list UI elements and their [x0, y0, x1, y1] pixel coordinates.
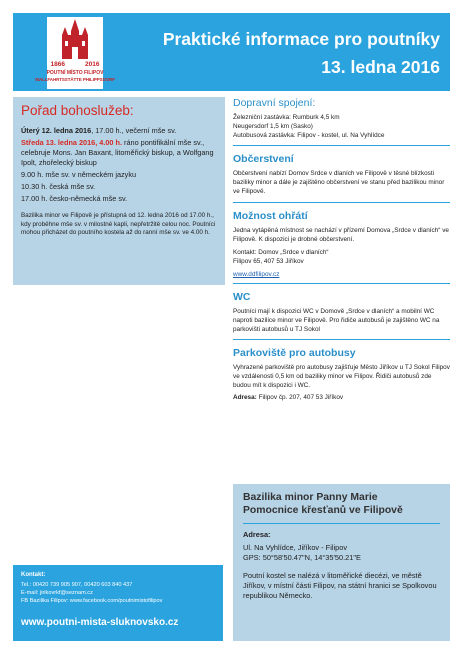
- service-item: 17.00 h. česko-německá mše sv.: [21, 194, 128, 203]
- service-item: [21, 126, 217, 136]
- service-item: 9.00 h. mše sv. v německém jazyku: [21, 170, 137, 179]
- divider: [233, 202, 450, 203]
- parking-address: [233, 394, 450, 403]
- transport-line: Železniční zastávka: Rumburk 4,5 km: [233, 114, 340, 121]
- basilica-address-label: Adresa:: [243, 530, 271, 539]
- logo-years: [25, 61, 125, 68]
- practical-info-column: [233, 97, 450, 403]
- wc-text: Poutníci mají k dispozici WC v Domově „Srdce v dlaních“ a mobilní WC naproti bazilice minor ve Filipově. Pro řidiče autobusů je zajištěno WC na parkovišti autobusů u TJ Sokol: [233, 307, 440, 333]
- warming-heading: Možnost ohřátí: [233, 209, 308, 222]
- church-icon: [53, 17, 97, 61]
- parking-text: Vyhrazené parkoviště pro autobusy zajišťuje Město Jiříkov u TJ Sokol Filipov ve vzdálenosti 0,5 km od baziliky minor ve Filipov. Řidiči autobusů zde budou mít k dispozici i WC.: [233, 364, 450, 389]
- parking-heading: Parkoviště pro autobusy: [233, 347, 356, 360]
- divider: [233, 145, 450, 146]
- warming-contact-address: Filipov 65, 407 53 Jiříkov: [233, 258, 304, 266]
- service-schedule-heading: Pořad bohoslužeb:: [21, 103, 134, 118]
- basilica-title: [243, 491, 440, 517]
- service-detail: ráno pontifikální mše sv., celebruje Mons. Jan Baxant, litoměřický biskup, a Wolfgang Ipolt, zhořelecký biskup: [21, 138, 214, 167]
- service-note: Bazilika minor ve Filipově je přístupná od 12. ledna 2016 od 17.00 h., kdy proběhne mše sv. v milostné kapli, nepřetržitě celou noc. Poutníci mohou přicházet do poutního kostela až do ranní mše sv. ve 4.00 h.: [21, 212, 216, 237]
- page-title: Praktické informace pro poutníky: [162, 29, 440, 49]
- divider: [233, 339, 450, 340]
- contact-box: [13, 565, 223, 641]
- logo: [25, 17, 125, 89]
- divider: [233, 283, 450, 284]
- parking-address-label: Adresa:: [233, 393, 257, 401]
- basilica-address: Ul. Na Vyhlídce, Jiříkov - Filipov: [243, 543, 348, 552]
- basilica-title-line1: Bazilika minor Panny Marie: [243, 492, 378, 503]
- refreshment-text: Občerstvení nabízí Domov Srdce v dlaních ve Filipově v těsné blízkosti baziliky minor a dále je zajištěno občerstvení ve stanu před bazilikou minor ve Filipově.: [233, 170, 445, 195]
- wc-heading: WC: [233, 290, 251, 303]
- website-link[interactable]: www.poutni-mista-sluknovsko.cz: [21, 617, 179, 628]
- contact-phone: Tel.: 00420 739 905 907, 00420 603 840 437: [21, 582, 133, 588]
- logo-text-german: WALLFAHRTSSTÄTTE PHILIPPSDORF: [35, 77, 115, 82]
- service-detail: , 17.00 h., večerní mše sv.: [91, 126, 177, 135]
- warming-contact: [233, 249, 450, 258]
- warming-website-link[interactable]: www.ddfilipov.cz: [233, 270, 280, 278]
- service-item: 10.30 h. česká mše sv.: [21, 182, 96, 191]
- logo-text-czech: POUTNÍ MÍSTO FILIPOV: [46, 70, 104, 76]
- transport-line: Autobusová zastávka: Filipov - kostel, ul. Na Vyhlídce: [233, 131, 385, 139]
- divider: [243, 523, 440, 524]
- service-item: [21, 138, 217, 168]
- transport-line: Neugersdorf 1,5 km (Sasko): [233, 122, 313, 130]
- basilica-gps: GPS: 50°58'50.47"N, 14°35'50.21"E: [243, 553, 361, 562]
- refreshment-heading: Občerstvení: [233, 153, 294, 166]
- warming-contact-name: Domov „Srdce v dlaních“: [258, 249, 329, 257]
- logo-year-left: 1866: [50, 61, 65, 68]
- contact-email[interactable]: E-mail: jirikovrkf@seznam.cz: [21, 590, 93, 596]
- transport-heading: Dopravní spojení:: [233, 97, 316, 109]
- basilica-description: Poutní kostel se nalézá v litoměřické diecézi, ve městě Jiříkov, v místní části Filipov, na státní hranici se Spolkovou republikou Německo.: [243, 571, 437, 600]
- warming-contact-label: Kontakt:: [233, 249, 257, 257]
- contact-label: Kontakt:: [21, 572, 46, 578]
- service-day-highlight: Středa 13. ledna 2016, 4.00 h.: [21, 138, 122, 147]
- header-banner: [13, 13, 450, 91]
- basilica-title-line2: Pomocnice křesťanů ve Filipově: [243, 505, 403, 516]
- service-schedule-box: [13, 97, 225, 285]
- logo-year-right: 2016: [85, 61, 100, 68]
- basilica-info-box: [233, 484, 450, 641]
- parking-address-value: Filipov čp. 207, 407 53 Jiříkov: [258, 393, 344, 401]
- service-day: Úterý 12. ledna 2016: [21, 126, 92, 135]
- contact-facebook[interactable]: FB Bazilika Filipov: www.facebook.com/poutnimistofilipov: [21, 598, 163, 604]
- warming-text: Jedna vytápěná místnost se nachází v přízemí Domova „Srdce v dlaních“ ve Filipově. K dispozici je drobné občerstvení.: [233, 226, 449, 243]
- page-date: 13. ledna 2016: [321, 57, 440, 77]
